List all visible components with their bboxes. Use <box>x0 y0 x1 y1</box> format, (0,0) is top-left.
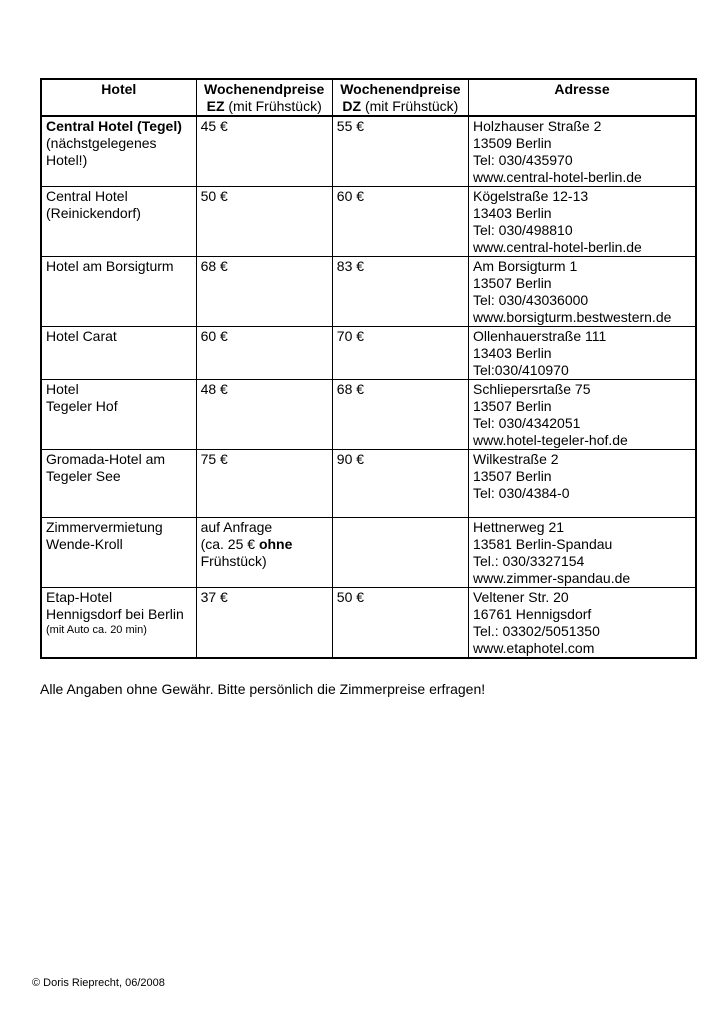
address-website: www.central-hotel-berlin.de <box>472 239 642 255</box>
address-cell <box>468 588 696 659</box>
header-ez-code: EZ <box>206 98 225 114</box>
hotel-name-line: Central Hotel <box>46 188 128 204</box>
hotel-name-cell <box>41 588 196 659</box>
ez-price-cell <box>196 327 332 380</box>
table-row <box>41 257 696 327</box>
hotel-name-line: Hotel <box>46 381 79 397</box>
ez-price: 68 € <box>200 258 228 274</box>
table-row <box>41 450 696 518</box>
ez-price-line: auf Anfrage <box>200 519 273 535</box>
hotel-name-line: Tegeler See <box>46 468 121 484</box>
header-dz-price <box>332 79 468 116</box>
hotel-name-line: Tegeler Hof <box>46 398 118 414</box>
address-cell <box>468 116 696 187</box>
ez-price: 60 € <box>200 328 228 344</box>
hotel-name-line: Wende-Kroll <box>46 536 123 552</box>
ez-price-line: (ca. 25 € <box>200 536 259 552</box>
hotel-name-line: Gromada-Hotel am <box>46 451 166 467</box>
address-street: Schliepersrtaße 75 <box>472 381 591 397</box>
address-website: www.zimmer-spandau.de <box>472 570 631 586</box>
ez-price-cell <box>196 257 332 327</box>
address-city: 13507 Berlin <box>472 275 552 291</box>
ez-price: 75 € <box>200 451 228 467</box>
address-street: Hettnerweg 21 <box>472 519 565 535</box>
hotel-name-line: Etap-Hotel <box>46 589 113 605</box>
ez-price: 50 € <box>200 188 228 204</box>
header-address <box>468 79 696 116</box>
address-phone: Tel: 030/4342051 <box>472 415 581 431</box>
address-street: Wilkestraße 2 <box>472 451 559 467</box>
address-city: 13403 Berlin <box>472 205 552 221</box>
ez-price-cell <box>196 518 332 588</box>
address-cell <box>468 450 696 518</box>
address-phone: Tel.: 030/3327154 <box>472 553 585 569</box>
hotel-name-line: Hotel Carat <box>46 328 117 344</box>
hotel-name-cell <box>41 327 196 380</box>
ez-price-cell <box>196 187 332 257</box>
dz-price-cell <box>332 588 468 659</box>
table-row <box>41 187 696 257</box>
dz-price: 90 € <box>336 451 365 467</box>
disclaimer-note: Alle Angaben ohne Gewähr. Bitte persönlich die Zimmerpreise erfragen! <box>40 681 486 697</box>
table-row <box>41 116 696 187</box>
hotel-name-cell <box>41 450 196 518</box>
hotel-name-line: Hotel!) <box>46 152 88 168</box>
dz-price-cell <box>332 518 468 588</box>
hotel-name-line: Hotel am Borsigturm <box>46 258 174 274</box>
dz-price-cell <box>332 380 468 450</box>
address-phone: Tel.: 03302/5051350 <box>472 623 600 639</box>
header-dz-code: DZ <box>342 98 362 114</box>
header-hotel <box>41 79 196 116</box>
hotel-name-line: Hennigsdorf bei Berlin <box>46 606 184 622</box>
table-row <box>41 588 696 659</box>
address-website: www.central-hotel-berlin.de <box>472 169 642 185</box>
ez-price: 37 € <box>200 589 228 605</box>
table-row <box>41 518 696 588</box>
address-website: www.etaphotel.com <box>472 640 595 656</box>
table-row <box>41 380 696 450</box>
address-website: www.hotel-tegeler-hof.de <box>472 432 628 448</box>
address-phone: Tel: 030/43036000 <box>472 292 589 308</box>
hotel-name-line: (Reinickendorf) <box>46 205 141 221</box>
ez-price-cell <box>196 380 332 450</box>
dz-price: 70 € <box>336 328 365 344</box>
address-street: Ollenhauerstraße 111 <box>472 328 607 344</box>
address-city: 13509 Berlin <box>472 135 552 151</box>
address-city: 13507 Berlin <box>472 398 552 414</box>
address-cell <box>468 187 696 257</box>
ez-price-emphasis: ohne <box>258 536 293 552</box>
dz-price-cell <box>332 450 468 518</box>
hotel-table <box>40 78 697 659</box>
address-city: 13581 Berlin-Spandau <box>472 536 613 552</box>
dz-price: 60 € <box>336 188 365 204</box>
address-street: Am Borsigturm 1 <box>472 258 578 274</box>
ez-price-cell <box>196 450 332 518</box>
dz-price-cell <box>332 257 468 327</box>
address-cell <box>468 380 696 450</box>
copyright-text: Doris Rieprecht, 06/2008 <box>43 977 165 989</box>
dz-price: 83 € <box>336 258 365 274</box>
header-dz-title: Wochenendpreise <box>340 81 461 97</box>
address-phone: Tel: 030/435970 <box>472 152 573 168</box>
address-city: 13403 Berlin <box>472 345 552 361</box>
hotel-name-line: (nächstgelegenes <box>46 135 157 151</box>
hotel-name-cell <box>41 116 196 187</box>
address-cell <box>468 518 696 588</box>
address-phone: Tel:030/410970 <box>472 362 569 378</box>
hotel-name-cell <box>41 257 196 327</box>
hotel-name-line: Zimmervermietung <box>46 519 163 535</box>
address-website: www.borsigturm.bestwestern.de <box>472 309 672 325</box>
address-city: 13507 Berlin <box>472 468 552 484</box>
ez-price: 48 € <box>200 381 228 397</box>
address-street: Kögelstraße 12-13 <box>472 188 589 204</box>
address-cell <box>468 327 696 380</box>
header-dz-note: (mit Frühstück) <box>364 98 459 114</box>
ez-price-cell <box>196 116 332 187</box>
dz-price-cell <box>332 187 468 257</box>
dz-price-cell <box>332 327 468 380</box>
ez-price-cell <box>196 588 332 659</box>
address-phone: Tel: 030/498810 <box>472 222 573 238</box>
address-street: Holzhauser Straße 2 <box>472 118 602 134</box>
hotel-name-bold: Central Hotel (Tegel) <box>46 118 182 134</box>
header-ez-title: Wochenendpreise <box>204 81 325 97</box>
header-hotel-label: Hotel <box>101 81 137 97</box>
hotel-name-note: (mit Auto ca. 20 min) <box>46 624 147 636</box>
dz-price: 55 € <box>336 118 365 134</box>
dz-price: 68 € <box>336 381 365 397</box>
table-header-row <box>41 79 696 116</box>
address-city: 16761 Hennigsdorf <box>472 606 592 622</box>
table-row <box>41 327 696 380</box>
dz-price: 50 € <box>336 589 365 605</box>
hotel-name-cell <box>41 518 196 588</box>
ez-price: 45 € <box>200 118 228 134</box>
hotel-name-cell <box>41 187 196 257</box>
header-address-label: Adresse <box>554 81 610 97</box>
address-cell <box>468 257 696 327</box>
hotel-name-cell <box>41 380 196 450</box>
ez-price-line: Frühstück) <box>200 553 267 569</box>
header-ez-price <box>196 79 332 116</box>
header-ez-note: (mit Frühstück) <box>228 98 322 114</box>
copyright-footer <box>32 977 165 989</box>
address-phone: Tel: 030/4384-0 <box>472 485 570 501</box>
copyright-icon: © <box>32 977 41 989</box>
dz-price-cell <box>332 116 468 187</box>
address-street: Veltener Str. 20 <box>472 589 569 605</box>
